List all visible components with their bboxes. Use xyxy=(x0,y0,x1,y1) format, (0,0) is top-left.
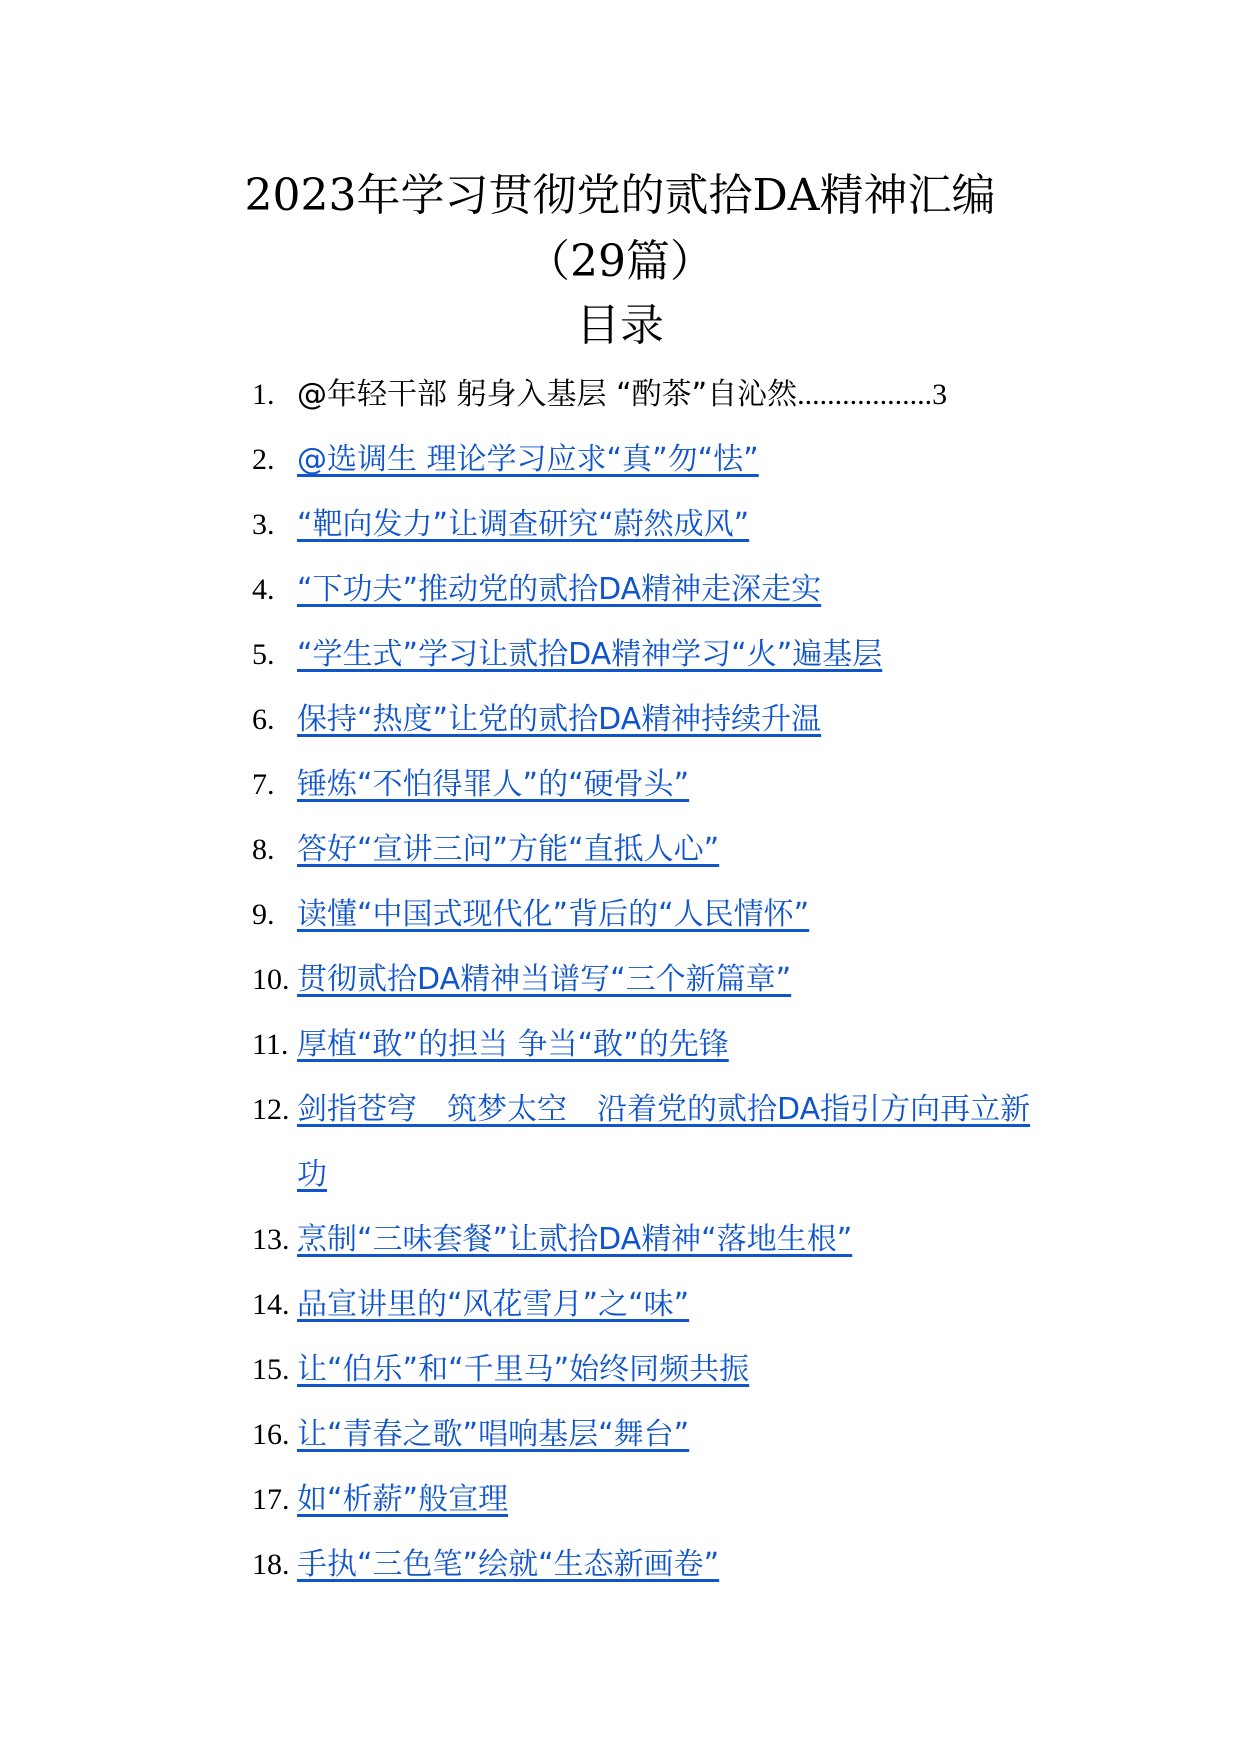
toc-item-link[interactable]: 品宣讲里的“风花雪月”之“味” xyxy=(297,1287,690,1322)
toc-item-number: 8. xyxy=(252,833,275,866)
toc-item-link[interactable]: @选调生 理论学习应求“真”勿“怯” xyxy=(297,442,759,477)
toc-item-link[interactable]: 让“青春之歌”唱响基层“舞台” xyxy=(297,1417,690,1452)
toc-item[interactable] xyxy=(252,622,1052,687)
toc-item-number: 12. xyxy=(252,1093,290,1126)
toc-item-number: 3. xyxy=(252,508,275,541)
toc-item-number: 2. xyxy=(252,443,275,476)
toc-item-link[interactable]: 手执“三色笔”绘就“生态新画卷” xyxy=(297,1547,720,1582)
table-of-contents xyxy=(252,362,1052,1597)
toc-item[interactable] xyxy=(252,947,1052,1012)
toc-item-number: 1. xyxy=(252,378,275,411)
toc-item-number: 16. xyxy=(252,1418,290,1451)
toc-item[interactable] xyxy=(252,557,1052,622)
toc-item-number: 11. xyxy=(252,1028,289,1061)
toc-item-link[interactable]: “学生式”学习让贰拾DA精神学习“火”遍基层 xyxy=(297,637,883,672)
toc-item[interactable] xyxy=(252,427,1052,492)
toc-item[interactable] xyxy=(252,1207,1052,1272)
toc-item-label: @年轻干部 躬身入基层 “酌茶”自沁然 xyxy=(297,377,798,412)
toc-item[interactable] xyxy=(252,1467,1052,1532)
toc-item[interactable] xyxy=(252,1012,1052,1077)
toc-page-number: 3 xyxy=(932,378,948,411)
toc-item-link[interactable]: 答好“宣讲三问”方能“直抵人心” xyxy=(297,832,720,867)
toc-item-number: 7. xyxy=(252,768,275,801)
toc-item[interactable] xyxy=(252,752,1052,817)
toc-item-number: 6. xyxy=(252,703,275,736)
toc-item[interactable] xyxy=(252,1402,1052,1467)
toc-item[interactable] xyxy=(252,817,1052,882)
toc-item-link[interactable]: 锤炼“不怕得罪人”的“硬骨头” xyxy=(297,767,690,802)
toc-item-title[interactable] xyxy=(297,362,1052,427)
toc-item[interactable] xyxy=(252,1532,1052,1597)
toc-item-link[interactable]: 烹制“三味套餐”让贰拾DA精神“落地生根” xyxy=(297,1222,853,1257)
toc-item-number: 5. xyxy=(252,638,275,671)
toc-item-link[interactable]: 如“析薪”般宣理 xyxy=(297,1482,509,1517)
toc-item-number: 15. xyxy=(252,1353,290,1386)
toc-item-number: 9. xyxy=(252,898,275,931)
toc-item-link[interactable]: 厚植“敢”的担当 争当“敢”的先锋 xyxy=(297,1027,729,1062)
toc-item-link[interactable]: 让“伯乐”和“千里马”始终同频共振 xyxy=(297,1352,750,1387)
toc-item[interactable] xyxy=(252,882,1052,947)
toc-item[interactable] xyxy=(252,1337,1052,1402)
toc-item-link[interactable]: “下功夫”推动党的贰拾DA精神走深走实 xyxy=(297,572,822,607)
document-title: 2023年学习贯彻党的贰拾DA精神汇编 xyxy=(244,170,996,221)
toc-item[interactable] xyxy=(252,492,1052,557)
toc-item[interactable] xyxy=(252,1272,1052,1337)
toc-item[interactable] xyxy=(252,362,1052,427)
toc-item[interactable] xyxy=(252,1077,1052,1207)
toc-item-number: 13. xyxy=(252,1223,290,1256)
toc-item-link[interactable]: 读懂“中国式现代化”背后的“人民情怀” xyxy=(297,897,810,932)
toc-item[interactable] xyxy=(252,687,1052,752)
toc-leader-dots: .................. xyxy=(797,378,933,411)
document-subtitle: （29篇） xyxy=(526,236,714,287)
toc-item-link[interactable]: 剑指苍穹 筑梦太空 沿着党的贰拾DA指引方向再立新功 xyxy=(297,1092,1031,1192)
toc-item-number: 18. xyxy=(252,1548,290,1581)
toc-item-number: 10. xyxy=(252,963,290,996)
toc-item-number: 4. xyxy=(252,573,275,606)
toc-heading: 目录 xyxy=(576,300,664,351)
toc-item-link[interactable]: 贯彻贰拾DA精神当谱写“三个新篇章” xyxy=(297,962,792,997)
toc-item-link[interactable]: 保持“热度”让党的贰拾DA精神持续升温 xyxy=(297,702,822,737)
toc-item-number: 17. xyxy=(252,1483,290,1516)
toc-item-link[interactable]: “靶向发力”让调查研究“蔚然成风” xyxy=(297,507,750,542)
toc-item-number: 14. xyxy=(252,1288,290,1321)
